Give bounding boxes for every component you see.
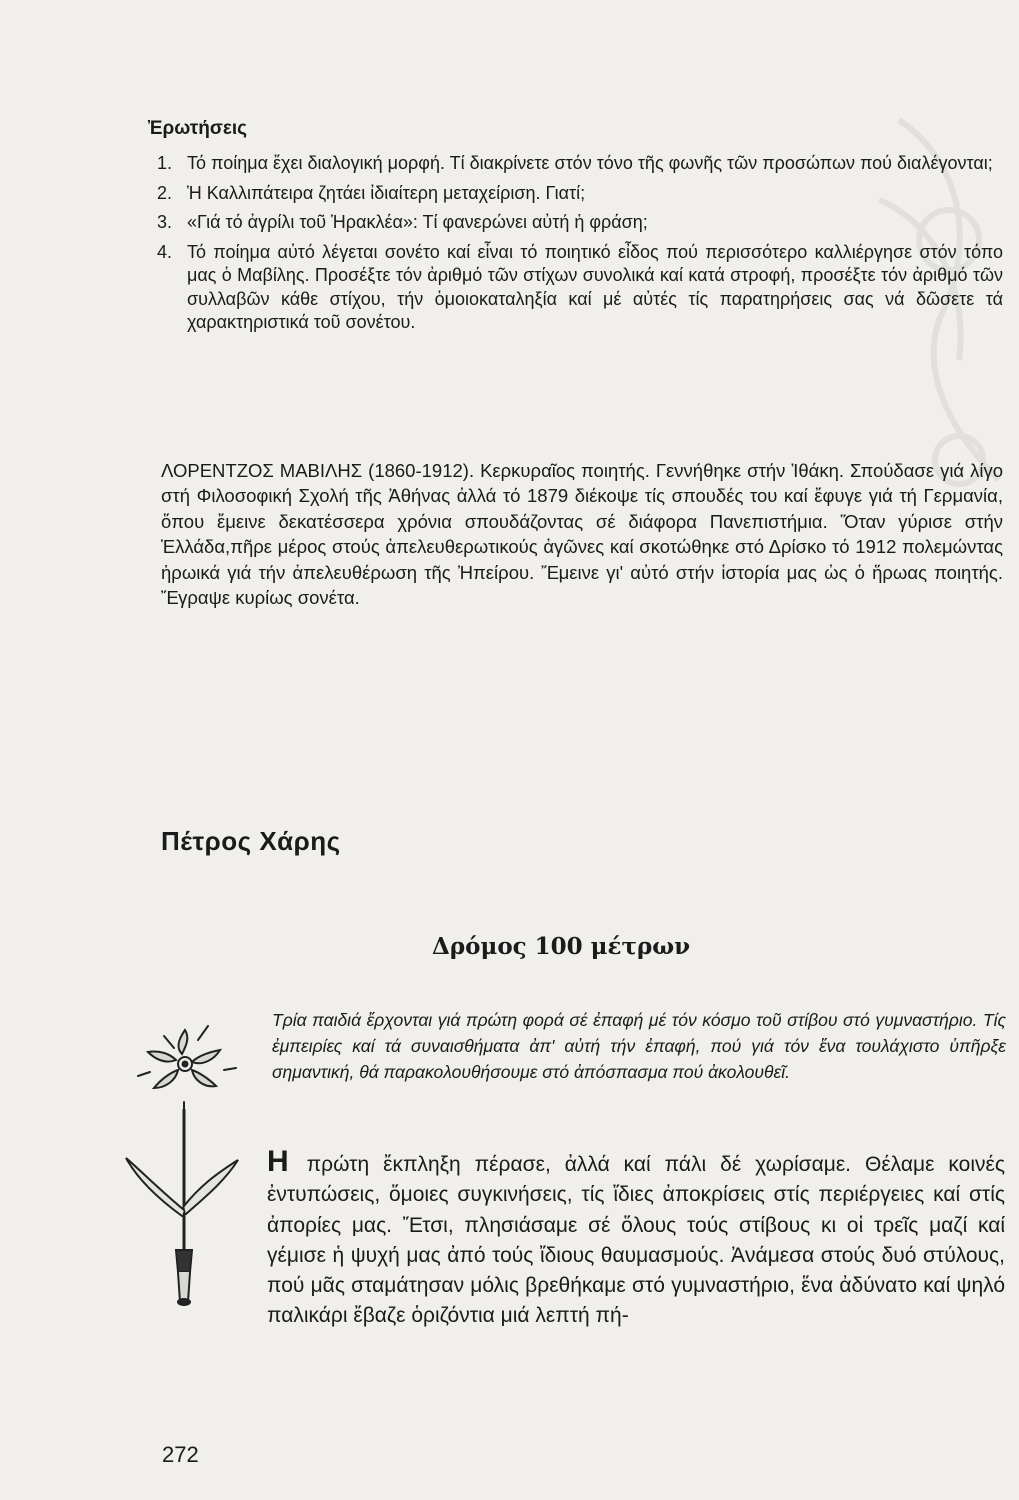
flower-illustration-icon (120, 1010, 250, 1310)
story-excerpt-text: πρώτη ἔκπληξη πέρασε, ἀλλά καί πάλι δέ χωρίσαμε. Θέλαμε κοινές ἐντυπώσεις, ὅμοιες συγκινήσεις, τίς ἴδιες ἀποκρίσεις στίς περιέργειες καί στίς ἀπορίες μας. Ἔτσι, πλησιάσαμε σέ ὅλους τούς στίβους κι οἱ τρεῖς μαζί καί γέμισε ἡ ψυχή μας ἀπό τούς ἴδιους θαυμασμούς. Ἀνάμεσα στούς δυό στύλους, πού μᾶς σταμάτησαν μόλις βρεθήκαμε στό γυμναστήριο, ἕνα ἀδύνατο καί ψηλό παλικάρι ἔβαζε ὁριζόντια μιά λεπτή πή- (267, 1153, 1005, 1328)
question-number: 2. (157, 182, 173, 203)
question-number: 3. (157, 212, 173, 232)
story-title: Δρόμος 100 μέτρων (432, 933, 691, 960)
story-excerpt (267, 1145, 1005, 1332)
question-text: «Γιά τό ἀγρίλι τοῦ Ἡρακλέα»: Τί φανερώνει αὐτή ἡ φράση; (187, 212, 648, 232)
question-number: 4. (157, 241, 173, 262)
question-item (157, 152, 1003, 176)
story-introduction: Τρία παιδιά ἔρχονται γιά πρώτη φορά σέ ἐπαφή μέ τόν κόσμο τοῦ στίβου στό γυμναστήριο. Τίς ἐμπειρίες καί τά συναισθήματα ἀπ' αὐτή τήν ἐπαφή, πού γιά τόν ἕνα τουλάχιστο ὑπῆρξε σημαντική, θά παρακολουθήσουμε στό ἀπόσπασμα πού ἀκολουθεῖ. (272, 1010, 1006, 1082)
author-name: Πέτρος Χάρης (161, 826, 341, 856)
page-number: 272 (162, 1442, 199, 1467)
drop-cap-initial: Η (267, 1145, 289, 1178)
question-text: Ἡ Καλλιπάτειρα ζητάει ἰδιαίτερη μεταχείριση. Γιατί; (187, 182, 586, 203)
questions-list (157, 152, 1003, 341)
question-text: Τό ποίημα αὐτό λέγεται σονέτο καί εἶναι τό ποιητικό εἶδος πού περισσότερο καλλιέργησε στόν τόπο μας ὁ Μαβίλης. Προσέξτε τόν ἀριθμό τῶν στίχων συνολικά καί κατά στροφή, προσέξτε τόν ἀριθμό τῶν συλλαβῶν κάθε στίχου, τήν ὁμοιοκαταληξία καί μέ αὐτές τίς παρατηρήσεις σας νά δῶσετε τά χαρακτηριστικά τοῦ σονέτου. (187, 241, 1003, 332)
question-text: Τό ποίημα ἔχει διαλογική μορφή. Τί διακρίνετε στόν τόνο τῆς φωνῆς τῶν προσώπων πού διαλέγονται; (187, 153, 993, 173)
question-item (157, 241, 1003, 335)
question-number: 1. (157, 153, 173, 173)
question-item (157, 211, 1003, 235)
question-item (157, 182, 1003, 206)
questions-heading: Ἐρωτήσεις (148, 118, 248, 139)
author-biography: ΛΟΡΕΝΤΖΟΣ ΜΑΒΙΛΗΣ (1860-1912). Κερκυραῖος ποιητής. Γεννήθηκε στήν Ἰθάκη. Σπούδασε γιά λίγο στή Φιλοσοφική Σχολή τῆς Ἀθήνας ἀλλά τό 1879 διέκοψε τίς σπουδές του καί ἔφυγε γιά τή Γερμανία, ὅπου ἔμεινε δεκατέσσερα χρόνια σπουδάζοντας σέ διάφορα Πανεπιστήμια. Ὅταν γύρισε στήν Ἑλλάδα,πῆρε μέρος στούς ἀπελευθερωτικούς ἀγῶνες καί σκοτώθηκε στό Δρίσκο τό 1912 πολεμώντας ἡρωικά γιά τήν ἀπελευθέρωση τῆς Ἠπείρου. Ἔμεινε γι' αὐτό στήν ἱστορία μας ὡς ὁ ἥρωας ποιητής. Ἔγραψε κυρίως σονέτα. (161, 460, 1003, 609)
